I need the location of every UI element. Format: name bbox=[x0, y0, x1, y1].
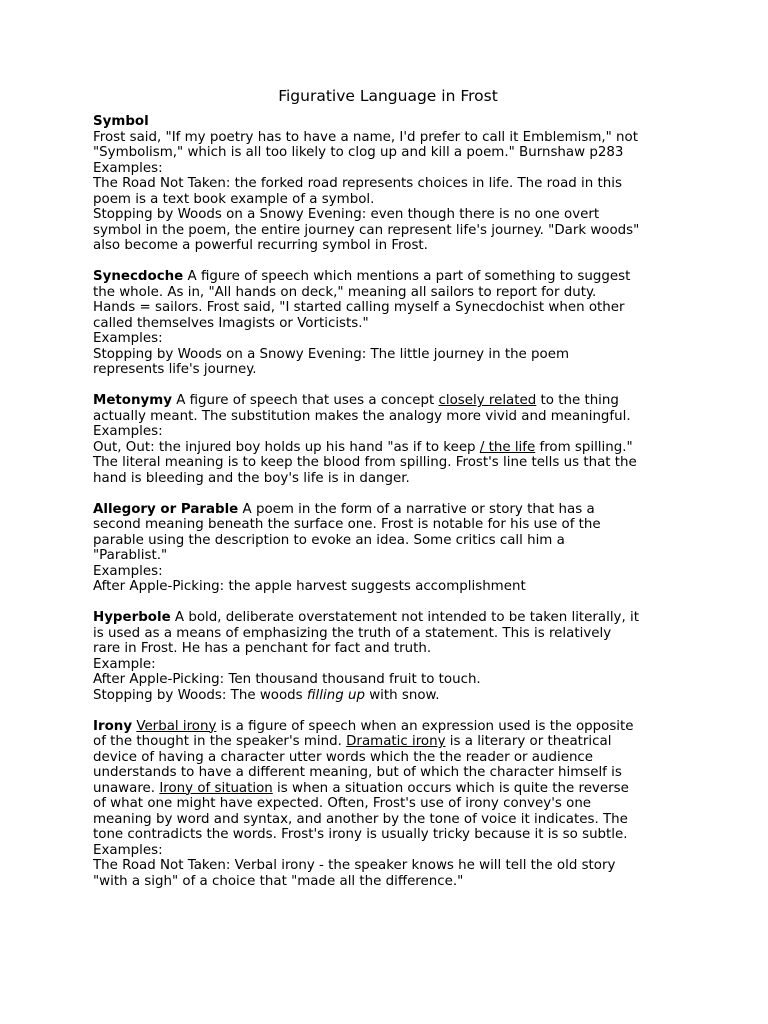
underlined-term: Dramatic irony bbox=[346, 734, 446, 749]
symbol-line: poem is a text book example of a symbol. bbox=[93, 191, 375, 207]
allegory-line: parable using the description to evoke an idea. Some critics call him a bbox=[93, 532, 565, 548]
symbol-heading: Symbol bbox=[93, 114, 149, 129]
irony-text: is a figure of speech when an expression used is the opposite bbox=[216, 718, 634, 734]
section-synecdoche bbox=[93, 269, 683, 378]
allegory-line: Examples: bbox=[93, 563, 163, 579]
hyperbole-line: After Apple-Picking: Ten thousand thousand fruit to touch. bbox=[93, 672, 481, 687]
irony-text: unaware. bbox=[93, 780, 160, 796]
metonymy-text: Out, Out: the injured boy holds up his hand "as if to keep bbox=[93, 439, 480, 455]
irony-text: is a literary or theatrical bbox=[445, 734, 612, 749]
section-symbol bbox=[93, 114, 683, 254]
allegory-heading: Allegory or Parable bbox=[93, 501, 239, 517]
symbol-line: Examples: bbox=[93, 160, 163, 176]
symbol-line: symbol in the poem, the entire journey can represent life's journey. "Dark woods" bbox=[93, 222, 640, 238]
synecdoche-line: the whole. As in, "All hands on deck," meaning all sailors to report for duty. bbox=[93, 284, 597, 300]
section-metonymy bbox=[93, 393, 683, 486]
irony-line: Examples: bbox=[93, 842, 163, 858]
metonymy-line: The literal meaning is to keep the blood from spilling. Frost's line tells us that the bbox=[93, 455, 637, 470]
synecdoche-heading: Synecdoche bbox=[93, 269, 184, 284]
hyperbole-line bbox=[93, 688, 683, 704]
irony-line: of what one might have expected. Often, Frost's use of irony convey's one bbox=[93, 796, 592, 811]
allegory-line: After Apple-Picking: the apple harvest suggests accomplishment bbox=[93, 579, 526, 594]
italic-phrase: filling up bbox=[306, 687, 365, 703]
hyperbole-line: Example: bbox=[93, 656, 156, 672]
symbol-line: "Symbolism," which is all too likely to clog up and kill a poem." Burnshaw p283 bbox=[93, 145, 624, 160]
allegory-line: second meaning beneath the surface one. Frost is notable for his use of the bbox=[93, 517, 601, 532]
hyperbole-text: A bold, deliberate overstatement not intended to be taken literally, it bbox=[170, 610, 639, 625]
metonymy-text: A figure of speech that uses a concept bbox=[171, 393, 439, 408]
metonymy-line: hand is bleeding and the boy's life is in danger. bbox=[93, 470, 410, 486]
irony-heading: Irony bbox=[93, 718, 133, 734]
document-title: Figurative Language in Frost bbox=[278, 87, 498, 105]
metonymy-line bbox=[93, 440, 683, 456]
symbol-line: Frost said, "If my poetry has to have a name, I'd prefer to call it Emblemism," not bbox=[93, 129, 638, 145]
synecdoche-line: represents life's journey. bbox=[93, 362, 257, 377]
allegory-line bbox=[93, 502, 683, 518]
irony-line bbox=[93, 734, 683, 750]
irony-line: understands to have a different meaning, but of which the character himself is bbox=[93, 765, 622, 780]
irony-line: device of having a character utter words which the the reader or audience bbox=[93, 749, 594, 765]
section-irony bbox=[93, 719, 683, 890]
metonymy-heading: Metonymy bbox=[93, 393, 172, 408]
irony-line bbox=[93, 719, 683, 735]
hyperbole-text: Stopping by Woods: The woods bbox=[93, 687, 307, 703]
symbol-line: Stopping by Woods on a Snowy Evening: even though there is no one overt bbox=[93, 207, 600, 222]
irony-line: tone contradicts the words. Frost's irony is usually tricky because it is so subtle. bbox=[93, 827, 628, 842]
synecdoche-text: A figure of speech which mentions a part of something to suggest bbox=[183, 269, 631, 284]
section-allegory bbox=[93, 502, 683, 595]
metonymy-text: to the thing bbox=[536, 393, 619, 408]
underlined-term: Verbal irony bbox=[136, 718, 217, 734]
symbol-line: The Road Not Taken: the forked road represents choices in life. The road in this bbox=[93, 176, 622, 191]
hyperbole-text: with snow. bbox=[364, 687, 440, 703]
synecdoche-line: Stopping by Woods on a Snowy Evening: The little journey in the poem bbox=[93, 346, 570, 362]
irony-text: of the thought in the speaker's mind. bbox=[93, 734, 347, 749]
irony-text: is when a situation occurs which is quite the reverse bbox=[272, 780, 629, 796]
hyperbole-heading: Hyperbole bbox=[93, 610, 171, 625]
underlined-term: closely related bbox=[438, 393, 537, 408]
synecdoche-line bbox=[93, 269, 683, 285]
hyperbole-line bbox=[93, 610, 683, 626]
hyperbole-line: is used as a means of emphasizing the truth of a statement. This is relatively bbox=[93, 625, 612, 641]
section-hyperbole bbox=[93, 610, 683, 703]
synecdoche-line: Hands = sailors. Frost said, "I started calling myself a Synecdochist when other bbox=[93, 300, 625, 315]
hyperbole-line: rare in Frost. He has a penchant for fact and truth. bbox=[93, 641, 432, 656]
synecdoche-line: Examples: bbox=[93, 331, 163, 346]
allegory-line: "Parablist." bbox=[93, 548, 168, 563]
irony-line: "with a sigh" of a choice that "made all the difference." bbox=[93, 873, 464, 889]
symbol-line: also become a powerful recurring symbol in Frost. bbox=[93, 238, 428, 253]
metonymy-line: actually meant. The substitution makes the analogy more vivid and meaningful. bbox=[93, 408, 631, 424]
underlined-quote: / the life bbox=[479, 439, 536, 455]
allegory-text: A poem in the form of a narrative or story that has a bbox=[238, 501, 595, 517]
underlined-term: Irony of situation bbox=[159, 780, 273, 796]
irony-line: The Road Not Taken: Verbal irony - the speaker knows he will tell the old story bbox=[93, 858, 616, 873]
metonymy-text: from spilling." bbox=[535, 439, 633, 455]
irony-line bbox=[93, 781, 683, 797]
document-page bbox=[93, 86, 683, 905]
metonymy-line bbox=[93, 393, 683, 409]
metonymy-line: Examples: bbox=[93, 424, 163, 439]
synecdoche-line: called themselves Imagists or Vorticists." bbox=[93, 315, 369, 331]
irony-line: meaning by word and syntax, and another by the tone of voice it indicates. The bbox=[93, 811, 628, 827]
